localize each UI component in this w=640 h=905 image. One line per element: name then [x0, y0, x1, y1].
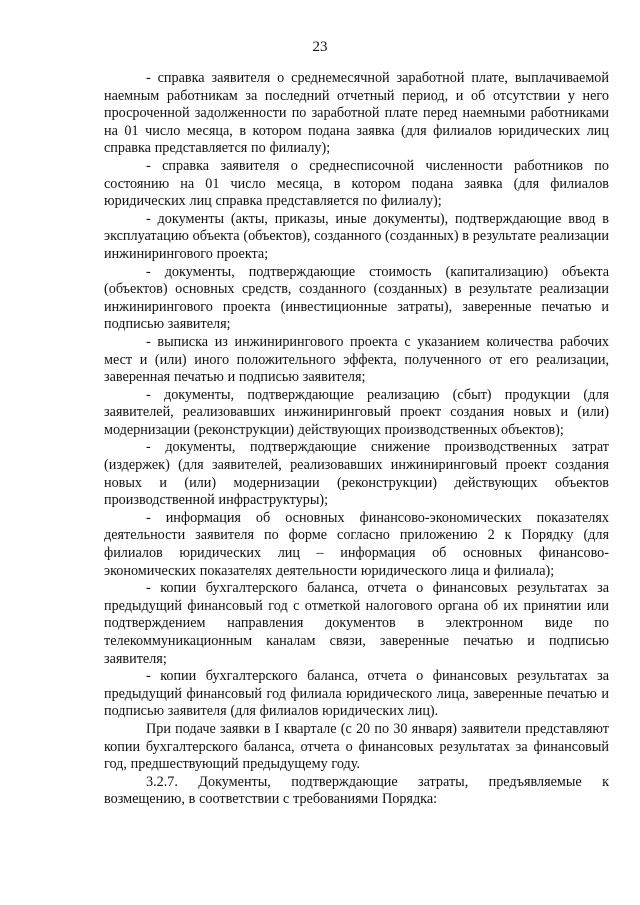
paragraph-headcount-certificate: - справка заявителя о среднесписочной численности работников по состоянию на 01 число месяца, в котором подана заявка (для филиалов юридических лиц справка представляется по филиалу); — [104, 157, 609, 210]
paragraph-first-quarter-note: При подаче заявки в I квартале (с 20 по 30 января) заявители представляют копии бухгалтерского баланса, отчета о финансовых результатах за финансовый год, предшествующий предыдущему году. — [104, 720, 609, 773]
paragraph-sales-documents: - документы, подтверждающие реализацию (сбыт) продукции (для заявителей, реализовавших инжиниринговый проект создания новых и (или) модернизации (реконструкции) действующих производственных объектов); — [104, 386, 609, 438]
paragraph-project-extract: - выписка из инжинирингового проекта с указанием количества рабочих мест и (или) иного положительного эффекта, полученного от его реализации, заверенная печатью и подписью заявителя; — [104, 333, 609, 386]
paragraph-cost-reduction-documents: - документы, подтверждающие снижение производственных затрат (издержек) (для заявителей, реализовавших инжиниринговый проект создания новых и (или) модернизации (реконструкции) действующих объектов производственной инфраструктуры); — [104, 439, 609, 509]
paragraph-branch-balance-sheet-copies: - копии бухгалтерского баланса, отчета о финансовых результатах за предыдущий финансовый год филиала юридического лица, заверенные печатью и подписью заявителя (для филиалов юридических лиц). — [104, 668, 609, 720]
paragraph-capitalization-documents: - документы, подтверждающие стоимость (капитализацию) объекта (объектов) основных средств, созданного (созданных) в результате реализации инжинирингового проекта (инвестиционные затраты), заверенные печатью и подписью заявителя; — [104, 263, 609, 333]
paragraph-financial-indicators: - информация об основных финансово-экономических показателях деятельности заявителя по форме согласно приложению 2 к Порядку (для филиалов юридических лиц – информация об основных финансово-экономических показателях деятельности юридического лица и филиала); — [104, 509, 609, 579]
page-number: 23 — [312, 39, 328, 55]
paragraph-balance-sheet-copies: - копии бухгалтерского баланса, отчета о финансовых результатах за предыдущий финансовый год с отметкой налогового органа об их принятии или подтверждением направления документов в электронном виде по телекоммуникационным каналам связи, заверенные печатью и подписью заявителя; — [104, 580, 609, 667]
paragraph-commissioning-documents: - документы (акты, приказы, иные документы), подтверждающие ввод в эксплуатацию объекта (объектов), созданного (созданных) в результате реализации инжинирингового проекта; — [104, 210, 609, 262]
document-body — [104, 70, 609, 809]
paragraph-salary-certificate: - справка заявителя о среднемесячной заработной плате, выплачиваемой наемным работникам за последний отчетный период, и об отсутствии у него просроченной задолженности по заработной плате перед наемными работниками на 01 число месяца, в котором подана заявка (для филиалов юридических лиц справка представляется по филиалу); — [104, 70, 609, 157]
paragraph-section-3-2-7: 3.2.7. Документы, подтверждающие затраты, предъявляемые к возмещению, в соответствии с требованиями Порядка: — [104, 773, 609, 808]
